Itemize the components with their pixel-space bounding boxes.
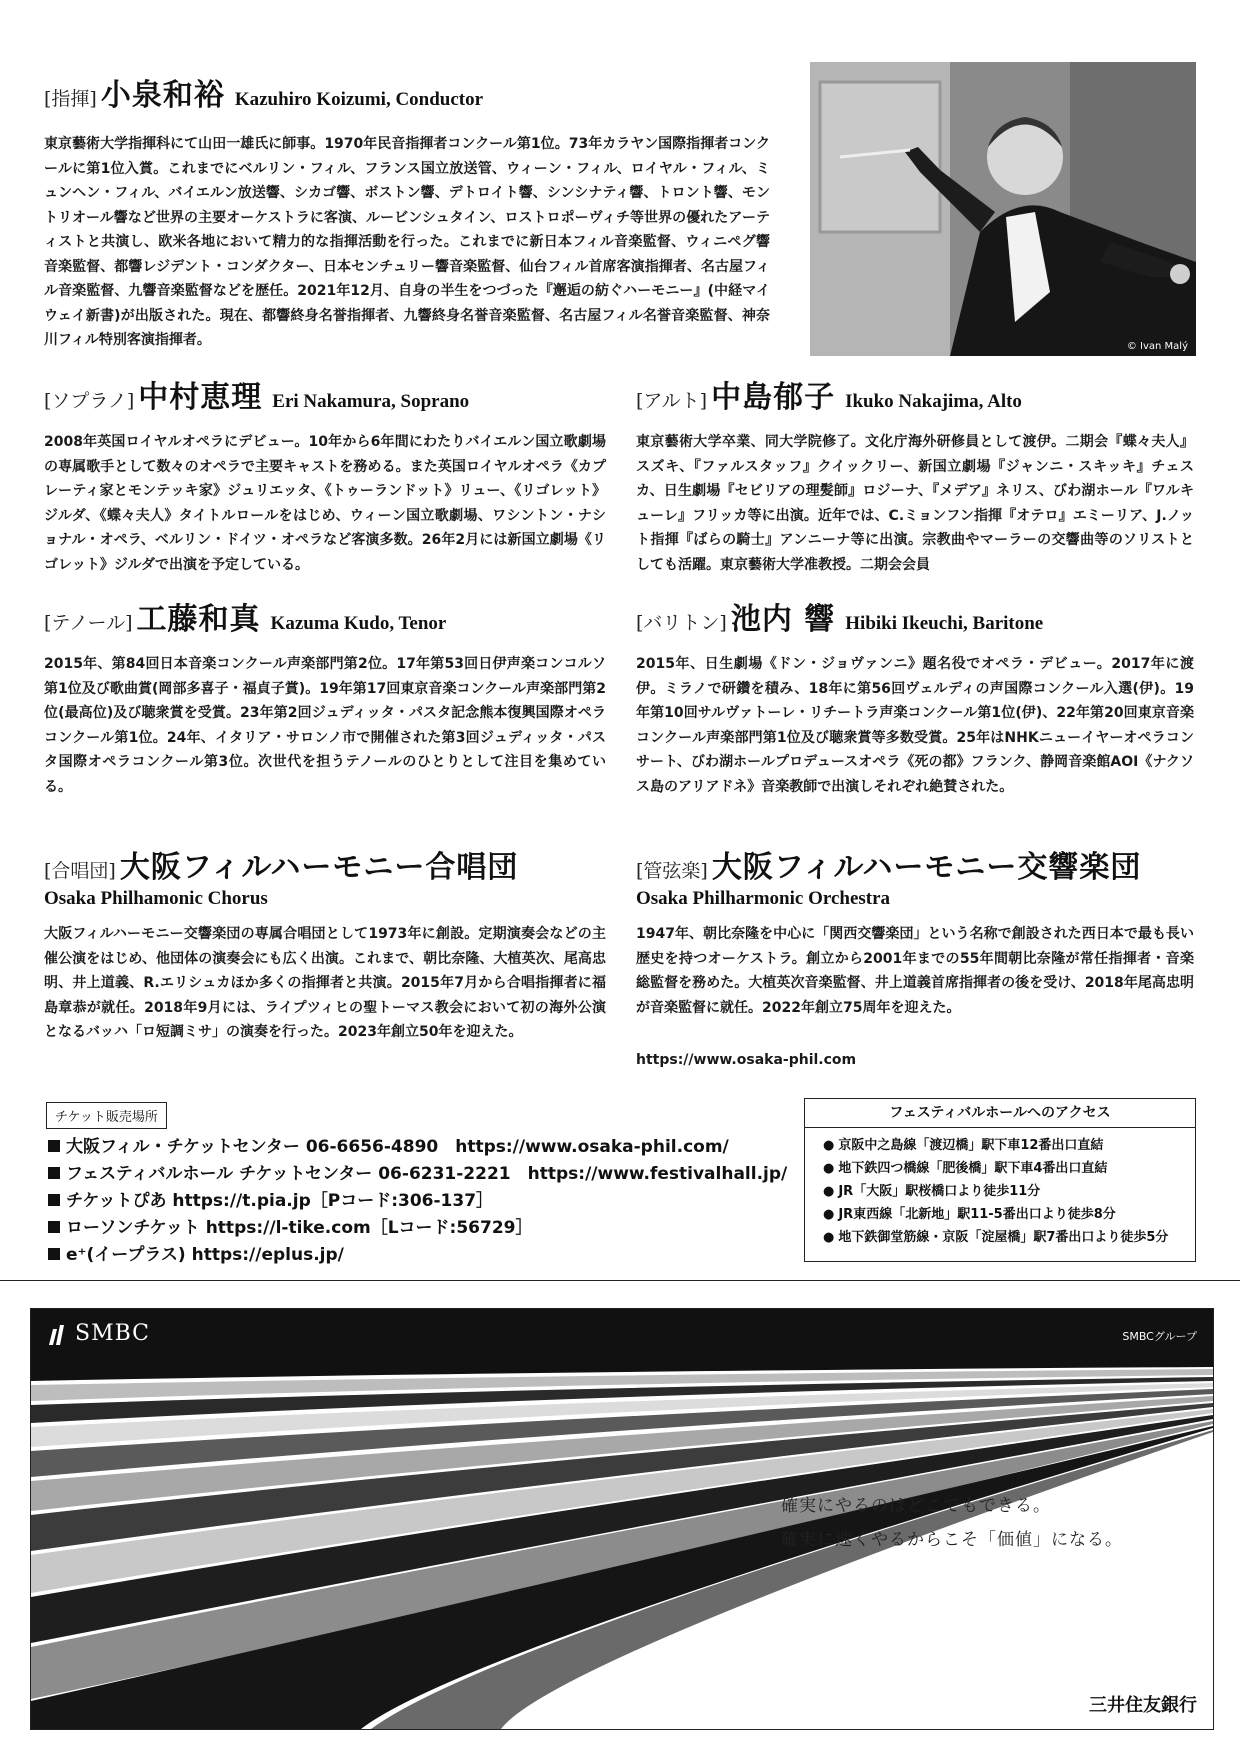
soprano-name-en: Eri Nakamura, Soprano xyxy=(272,391,470,412)
access-line: ● 地下鉄御堂筋線・京阪「淀屋橋」駅7番出口より徒歩5分 xyxy=(805,1226,1195,1249)
access-line: ● 地下鉄四つ橋線「肥後橋」駅下車4番出口直結 xyxy=(805,1157,1195,1180)
tenor-name-en: Kazuma Kudo, Tenor xyxy=(270,613,447,634)
square-bullet-icon xyxy=(48,1221,60,1233)
access-line: ● JR「大阪」駅桜橋口より徒歩11分 xyxy=(805,1180,1195,1203)
conductor-name-jp: 小泉和裕 xyxy=(100,78,225,113)
smbc-logo-icon xyxy=(45,1323,69,1351)
ticket-line[interactable]: e⁺(イープラス) https://eplus.jp/ xyxy=(48,1242,787,1269)
orchestra-role: [管弦楽] xyxy=(636,860,708,882)
conductor-photo-illustration xyxy=(810,62,1196,356)
tenor-heading xyxy=(44,602,446,642)
photo-credit: © Ivan Malý xyxy=(1126,341,1188,352)
square-bullet-icon xyxy=(48,1248,60,1260)
baritone-role: [バリトン] xyxy=(636,612,727,634)
ticket-line[interactable]: 大阪フィル・チケットセンター 06-6656-4890 https://www.osaka-phil.com/ xyxy=(48,1134,787,1161)
ad-tagline xyxy=(781,1489,1123,1557)
ad-tagline-2: 確実に速くやるからこそ「価値」になる。 xyxy=(781,1530,1123,1550)
section-divider xyxy=(0,1280,1240,1281)
conductor-name-en: Kazuhiro Koizumi, Conductor xyxy=(234,89,484,110)
smbc-ad xyxy=(30,1308,1214,1730)
square-bullet-icon xyxy=(48,1194,60,1206)
tenor-name-jp: 工藤和真 xyxy=(136,602,261,637)
baritone-bio: 2015年、日生劇場《ドン・ジョヴァンニ》題名役でオペラ・デビュー。2017年に渡伊。ミラノで研鑽を積み、18年に第56回ヴェルディの声国際コンクール入選(伊)。19年第10回サルヴァトーレ・リチートラ声楽コンクール第1位(伊)、22年第20回東京音楽コンクール声楽部門第1位及び聴衆賞等多数受賞。25年はNHKニューイヤーオペラコンサート、びわ湖ホールプロデュースオペラ《死の都》フランク、静岡音楽館AOI《ナクソス島のアリアドネ》音楽教師で出演しそれぞれ絶賛された。 xyxy=(636,656,1194,795)
smbc-group: SMBCグループ xyxy=(1122,1330,1197,1343)
smbc-brand: SMBC xyxy=(75,1321,151,1346)
access-line: ● 京阪中之島線「渡辺橋」駅下車12番出口直結 xyxy=(805,1134,1195,1157)
baritone-name-jp: 池内 響 xyxy=(730,602,836,637)
soprano-bio: 2008年英国ロイヤルオペラにデビュー。10年から6年間にわたりバイエルン国立歌劇場の専属歌手として数々のオペラで主要キャストを務める。また英国ロイヤルオペラ《カプレーティ家とモンテッキ家》ジュリエッタ、《トゥーランドット》リュー、《リゴレット》ジルダ、《蝶々夫人》タイトルロールをはじめ、ウィーン国立歌劇場、ワシントン・ナショナル・オペラ、ベルリン・ドイツ・オペラなど客演多数。26年2月には新国立劇場《リゴレット》ジルダで出演を予定している。 xyxy=(44,434,606,573)
chorus-name-en: Osaka Philhamonic Chorus xyxy=(44,888,268,909)
square-bullet-icon xyxy=(48,1140,60,1152)
conductor-bio: 東京藝術大学指揮科にて山田一雄氏に師事。1970年民音指揮者コンクール第1位。73年カラヤン国際指揮者コンクールに第1位入賞。これまでにベルリン・フィル、フランス国立放送管、ウィーン・フィル、ロイヤル・フィル、ミュンヘン・フィル、バイエルン放送響、シカゴ響、ボストン響、デトロイト響、シンシナティ響、トロント響、モントリオール響など世界の主要オーケストラに客演、ルービンシュタイン、ロストロポーヴィチ等世界の優れたアーティストと共演し、欧米各地において精力的な指揮活動を行った。これまでに新日本フィル音楽監督、ウィニペグ響音楽監督、都響レジデント・コンダクター、日本センチュリー響音楽監督、仙台フィル首席客演指揮者、名古屋フィル音楽監督、九響音楽監督などを歴任。2021年12月、自身の半生をつづった『邂逅の紡ぐハーモニー』(中経マイウェイ新書)が出版された。現在、都響終身名誉指揮者、九響終身名誉音楽監督、名古屋フィル名誉音楽監督、神奈川フィル特別客演指揮者。 xyxy=(44,136,770,348)
ticket-line[interactable]: ローソンチケット https://l-tike.com［Lコード:56729］ xyxy=(48,1215,787,1242)
orchestra-url[interactable]: https://www.osaka-phil.com xyxy=(636,1052,857,1068)
chorus-role: [合唱団] xyxy=(44,860,116,882)
chorus-heading xyxy=(44,850,518,890)
access-title: フェスティバルホールへのアクセス xyxy=(805,1099,1195,1128)
baritone-name-en: Hibiki Ikeuchi, Baritone xyxy=(845,613,1044,634)
orchestra-name-jp: 大阪フィルハーモニー交響楽団 xyxy=(711,850,1142,885)
ticket-line[interactable]: チケットぴあ https://t.pia.jp［Pコード:306-137］ xyxy=(48,1188,787,1215)
square-bullet-icon xyxy=(48,1167,60,1179)
alto-role: [アルト] xyxy=(636,390,708,412)
chorus-name-jp: 大阪フィルハーモニー合唱団 xyxy=(119,850,519,885)
ticket-line[interactable]: フェスティバルホール チケットセンター 06-6231-2221 https://www.festivalhall.jp/ xyxy=(48,1161,787,1188)
orchestra-heading xyxy=(636,850,1141,890)
ad-tagline-1: 確実にやるのはどこでもできる。 xyxy=(781,1496,1051,1516)
tenor-role: [テノール] xyxy=(44,612,133,634)
alto-name-jp: 中島郁子 xyxy=(711,380,836,415)
baritone-heading xyxy=(636,602,1043,642)
conductor-heading xyxy=(44,78,483,118)
tenor-bio: 2015年、第84回日本音楽コンクール声楽部門第2位。17年第53回日伊声楽コンコルソ第1位及び歌曲賞(岡部多喜子・福貞子賞)。19年第17回東京音楽コンクール声楽部門第2位(最高位)及び聴衆賞を受賞。23年第2回ジュディッタ・パスタ記念熊本復興国際オペラコンクール第1位。24年、イタリア・サロンノ市で開催された第3回ジュディッタ・パスタ国際オペラコンクール第3位。次世代を担うテノールのひとりとして注目を集めている。 xyxy=(44,656,606,795)
alto-heading xyxy=(636,380,1022,420)
orchestra-name-en: Osaka Philharmonic Orchestra xyxy=(636,888,891,909)
alto-name-en: Ikuko Nakajima, Alto xyxy=(845,391,1022,412)
access-list xyxy=(805,1128,1195,1249)
tickets-title: チケット販売場所 xyxy=(46,1102,167,1129)
ad-header-bar xyxy=(31,1309,1213,1361)
bank-name: 三井住友銀行 xyxy=(1089,1695,1197,1716)
access-line: ● JR東西線「北新地」駅11-5番出口より徒歩8分 xyxy=(805,1203,1195,1226)
conductor-photo xyxy=(810,62,1196,356)
conductor-role: [指揮] xyxy=(44,88,97,110)
soprano-heading xyxy=(44,380,469,420)
alto-bio: 東京藝術大学卒業、同大学院修了。文化庁海外研修員として渡伊。二期会『蝶々夫人』スズキ、『ファルスタッフ』クイックリー、新国立劇場『ジャンニ・スキッキ』チェスカ、日生劇場『セビリアの理髪師』ロジーナ、『メデア』ネリス、びわ湖ホール『ワルキューレ』フリッカ等に出演。近年では、C.ミョンフン指揮『オテロ』エミーリア、J.ノット指揮『ばらの騎士』アンニーナ等に出演。宗教曲やマーラーの交響曲等のソリストとしても活躍。東京藝術大学准教授。二期会会員 xyxy=(636,434,1194,573)
chorus-bio: 大阪フィルハーモニー交響楽団の専属合唱団として1973年に創設。定期演奏会などの主催公演をはじめ、他団体の演奏会にも広く出演。これまで、朝比奈隆、大植英次、尾高忠明、井上道義、R.エリシュカほか多くの指揮者と共演。2015年7月から合唱指揮者に福島章恭が就任。2018年9月には、ライプツィヒの聖トーマス教会において初の海外公演となるバッハ「ロ短調ミサ」の演奏を行った。2023年創立50年を迎えた。 xyxy=(44,926,606,1040)
tickets-list xyxy=(48,1134,787,1269)
soprano-name-jp: 中村恵理 xyxy=(138,380,263,415)
orchestra-bio: 1947年、朝比奈隆を中心に「関西交響楽団」という名称で創設された西日本で最も長い歴史を持つオーケストラ。創立から2001年までの55年間朝比奈隆が常任指揮者・音楽総監督を務めた。大植英次音楽監督、井上道義首席指揮者の後を受け、2018年尾高忠明が音楽監督に就任。2022年創立75周年を迎えた。 xyxy=(636,926,1194,1016)
access-box xyxy=(804,1098,1196,1262)
soprano-role: [ソプラノ] xyxy=(44,390,135,412)
